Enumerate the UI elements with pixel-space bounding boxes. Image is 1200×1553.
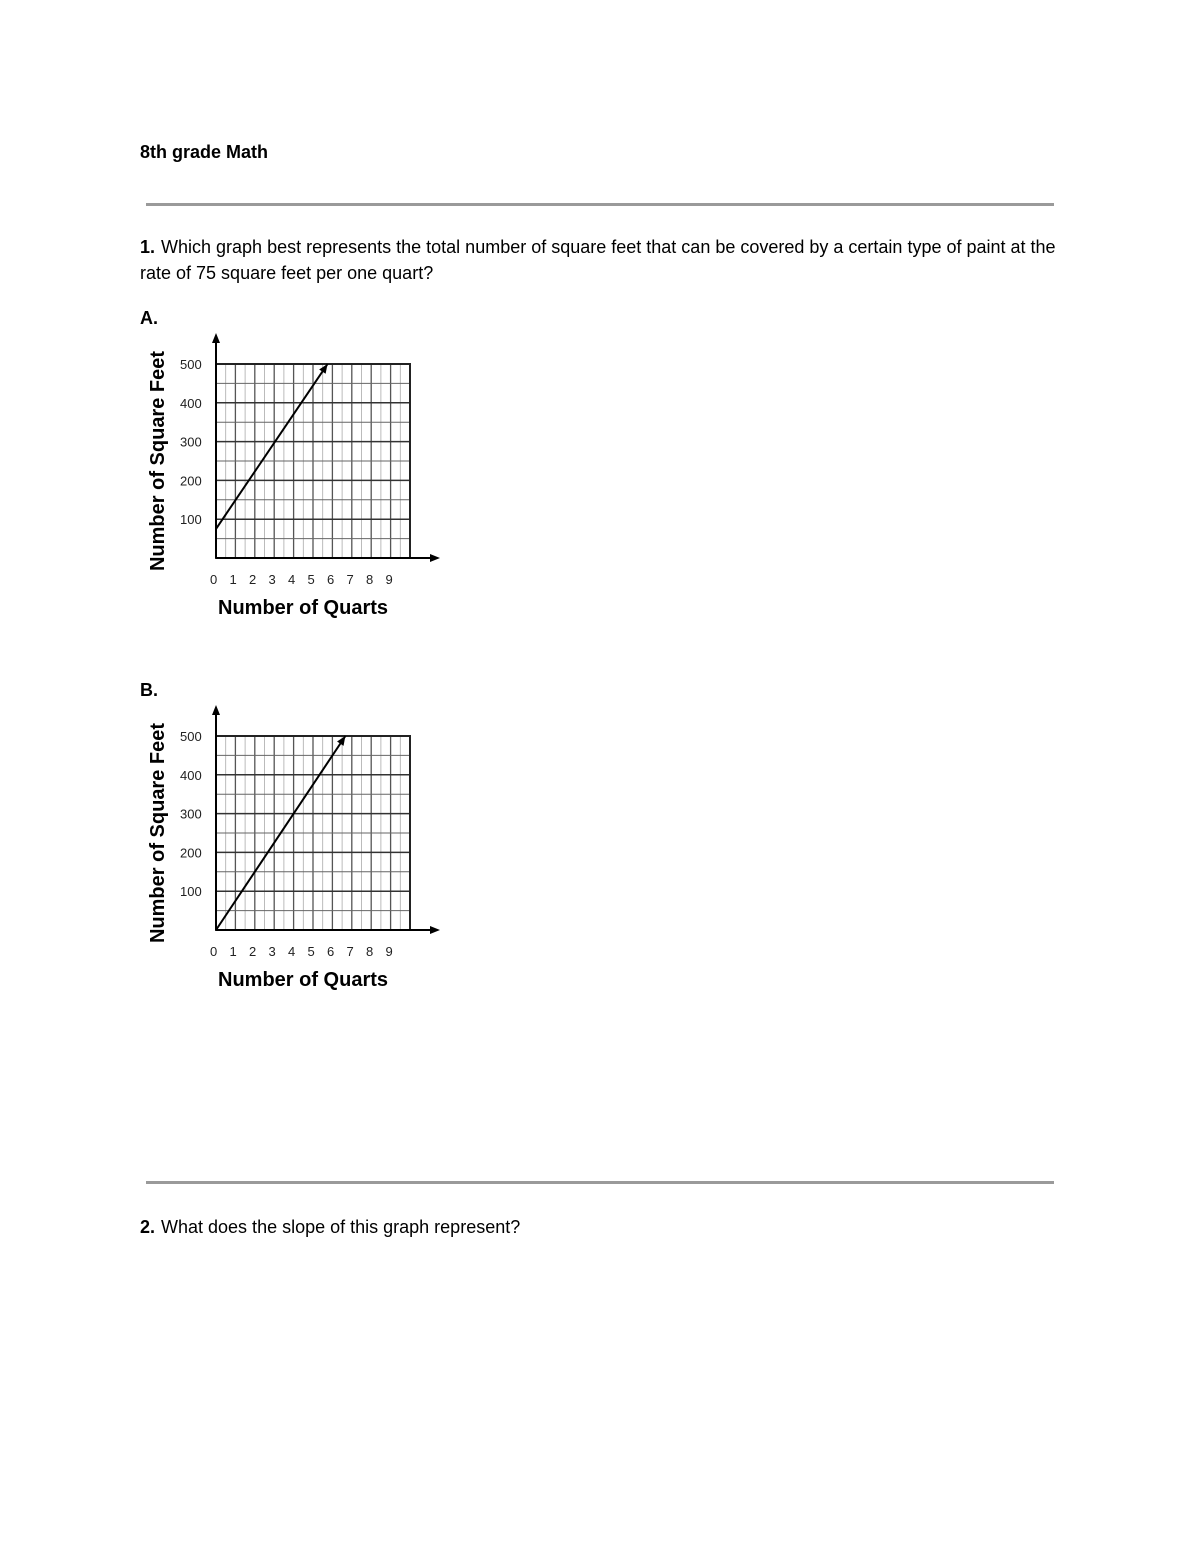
x-tick-label: 8 — [366, 944, 374, 959]
option-b-label: B. — [140, 680, 158, 700]
x-tick-label: 2 — [249, 572, 257, 587]
x-tick-label: 9 — [385, 944, 393, 959]
y-tick-label: 500 — [180, 357, 202, 372]
x-axis-arrow — [430, 554, 440, 562]
y-tick-label: 400 — [180, 767, 202, 783]
data-line — [216, 364, 328, 529]
data-line-arrow — [337, 736, 345, 746]
y-tick-label: 300 — [180, 434, 202, 450]
y-tick-label: 200 — [180, 845, 202, 861]
question-text: What does the slope of this graph represent? — [161, 1217, 521, 1237]
x-tick-label: 4 — [288, 572, 296, 587]
divider — [146, 1181, 1054, 1184]
question-1 — [140, 234, 1060, 286]
question-text: Which graph best represents the total number of square feet that can be covered by a certain type of paint at the rate of 75 square feet per one quart? — [140, 237, 1056, 283]
divider — [146, 203, 1054, 206]
data-line-arrow — [319, 364, 327, 374]
graph-option-a — [140, 326, 460, 626]
question-number: 1. — [140, 237, 156, 257]
y-tick-label: 500 — [180, 729, 202, 744]
x-tick-label: 9 — [385, 572, 393, 587]
question-2 — [140, 1214, 1060, 1240]
page-title: 8th grade Math — [140, 142, 269, 162]
x-tick-label: 6 — [327, 944, 335, 959]
x-tick-label: 8 — [366, 572, 374, 587]
y-axis-arrow — [212, 705, 220, 715]
option-a-label: A. — [140, 308, 158, 328]
x-axis-title: Number of Quarts — [218, 969, 389, 991]
x-tick-label: 0 — [210, 572, 218, 587]
y-tick-label: 200 — [180, 473, 202, 489]
y-axis-title: Number of Square Feet — [147, 350, 169, 572]
x-axis-arrow — [430, 926, 440, 934]
y-tick-label: 400 — [180, 395, 202, 411]
x-axis-title: Number of Quarts — [218, 597, 389, 619]
y-axis-title: Number of Square Feet — [147, 722, 169, 944]
x-tick-label: 5 — [307, 944, 315, 959]
question-number: 2. — [140, 1217, 156, 1237]
x-tick-label: 3 — [268, 944, 276, 959]
x-tick-label: 1 — [229, 944, 237, 959]
y-tick-label: 300 — [180, 806, 202, 822]
x-tick-label: 5 — [307, 572, 315, 587]
x-tick-label: 4 — [288, 944, 296, 959]
x-tick-label: 2 — [249, 944, 257, 959]
y-axis-arrow — [212, 333, 220, 343]
x-tick-label: 7 — [346, 944, 354, 959]
x-tick-label: 7 — [346, 572, 354, 587]
x-tick-label: 1 — [229, 572, 237, 587]
y-tick-label: 100 — [180, 884, 202, 900]
x-tick-label: 6 — [327, 572, 335, 587]
y-tick-label: 100 — [180, 512, 202, 528]
x-tick-label: 0 — [210, 944, 218, 959]
graph-option-b — [140, 698, 460, 998]
x-tick-label: 3 — [268, 572, 276, 587]
